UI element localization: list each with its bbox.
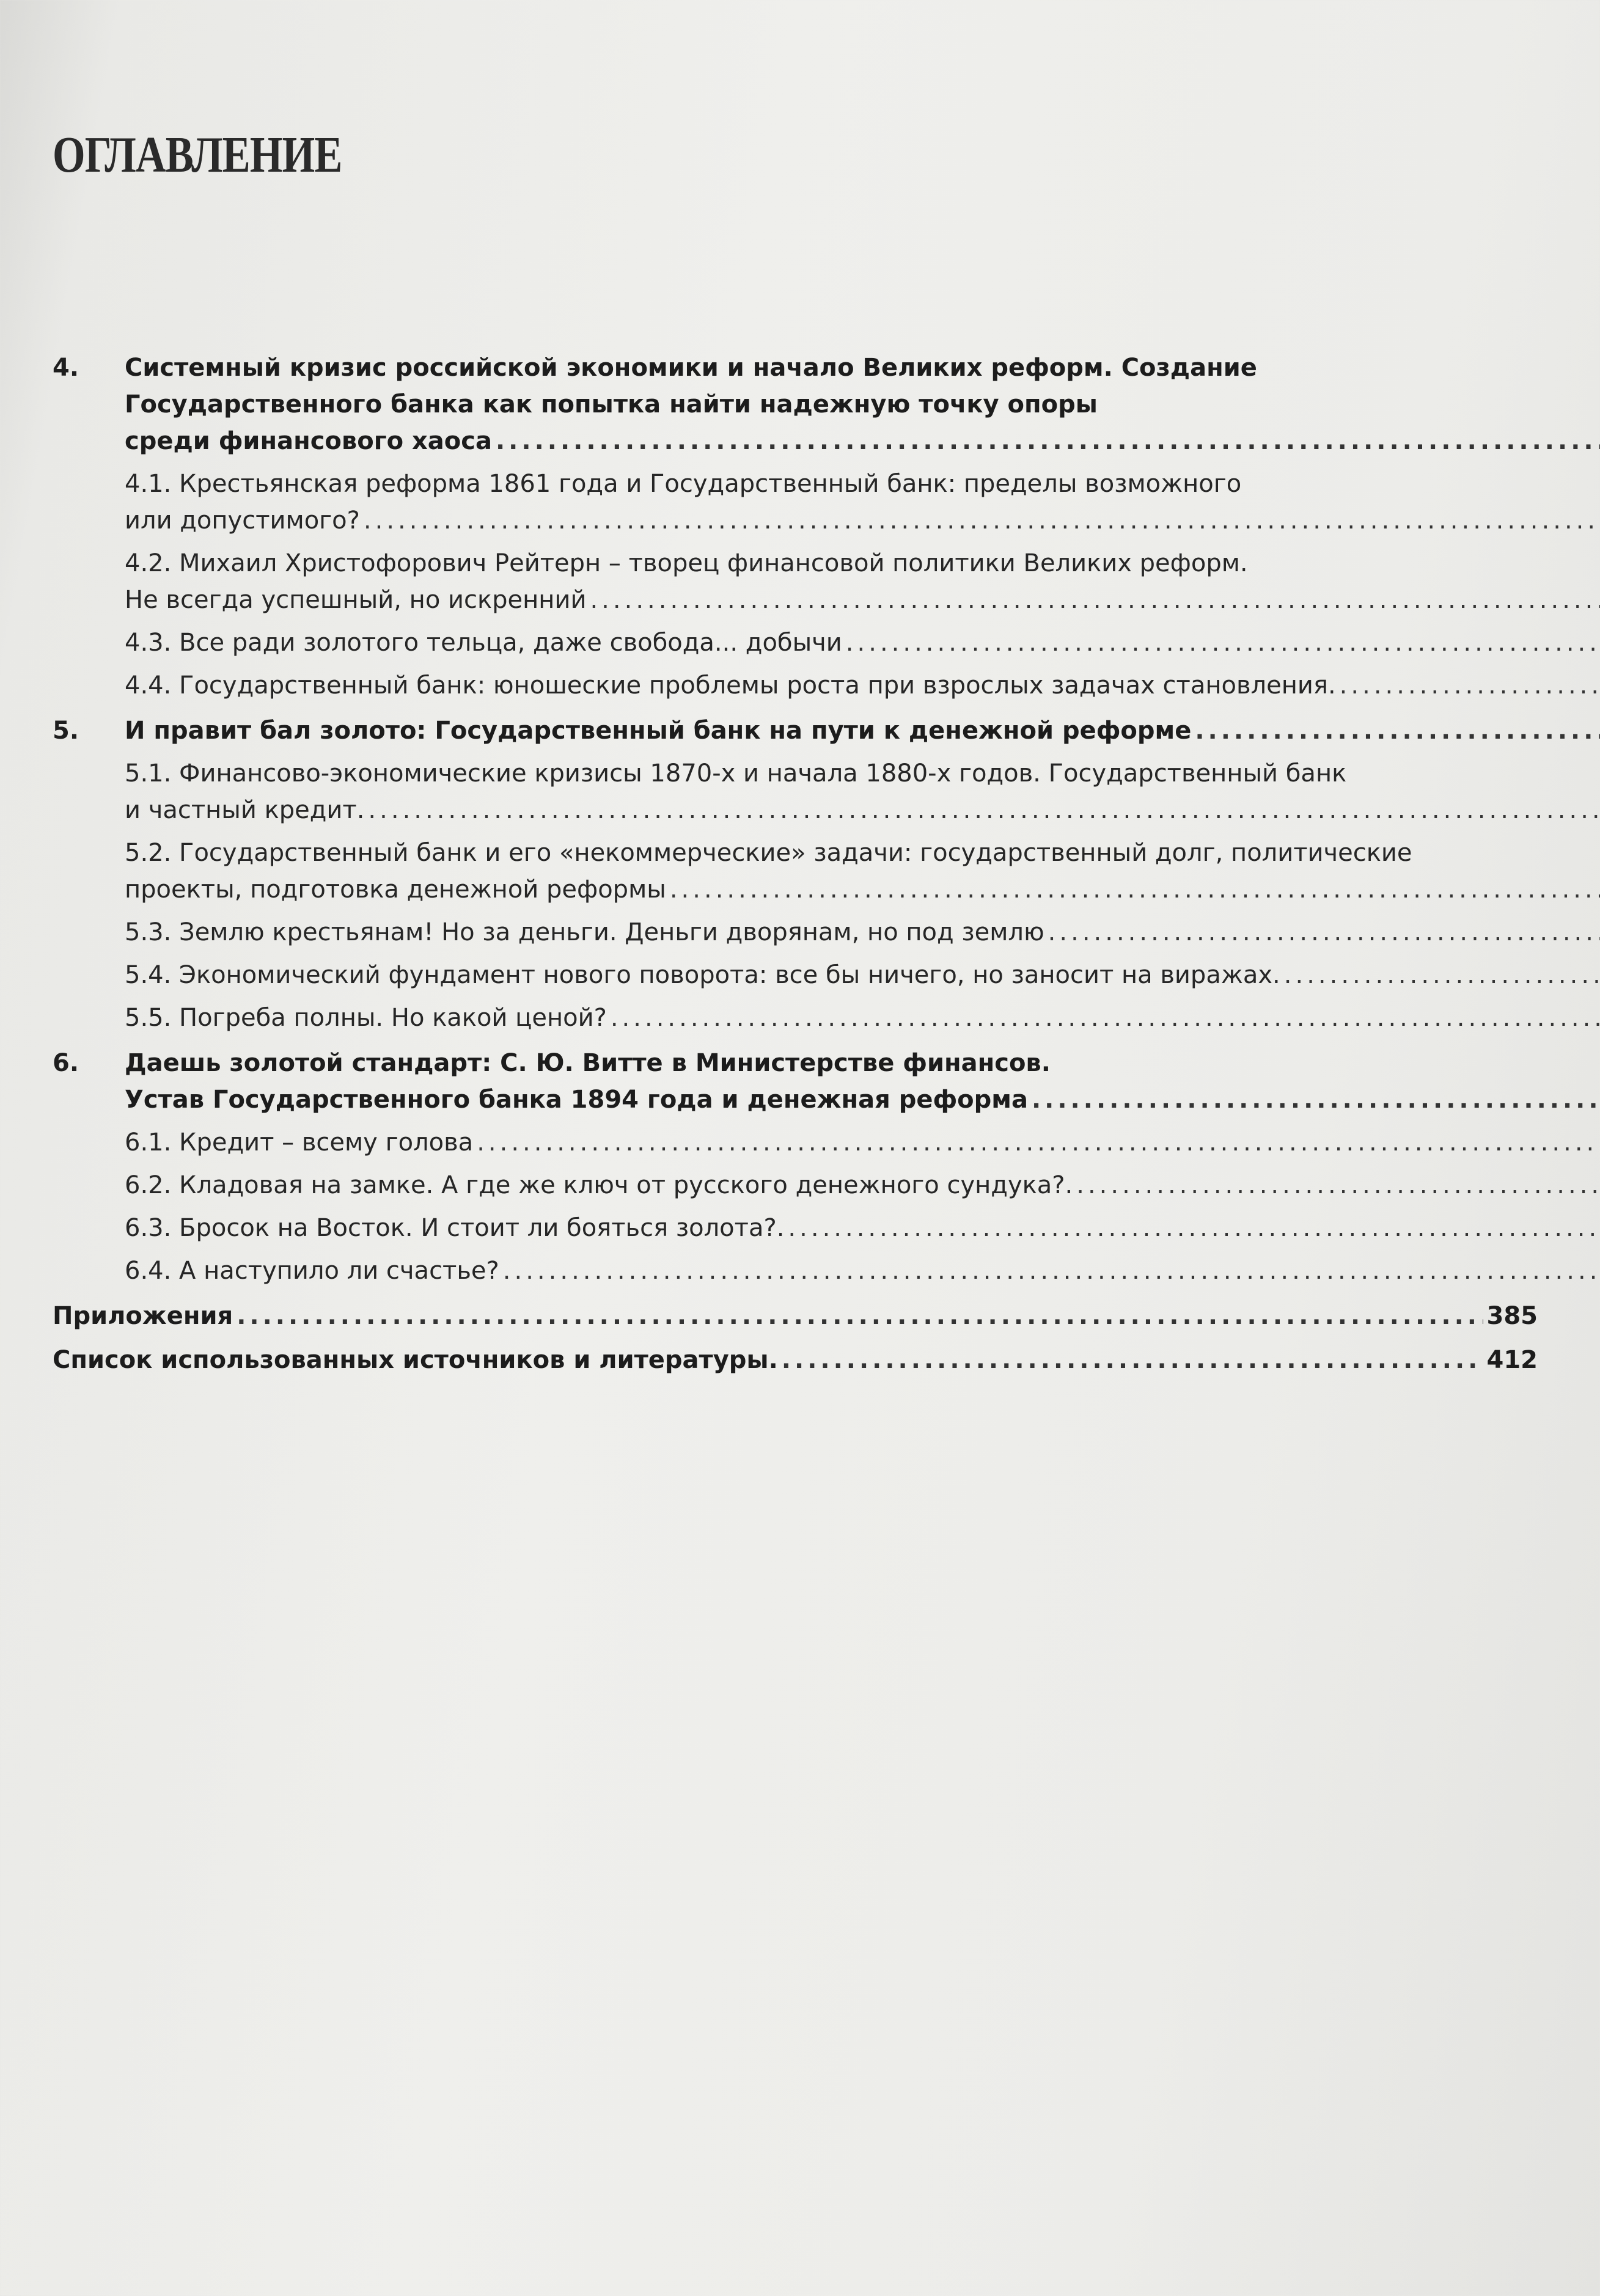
section-title: 5.3. Землю крестьянам! Но за деньги. Деньги дворянам, но под землю xyxy=(125,918,1044,946)
toc-entry[interactable] xyxy=(125,957,1600,993)
dot-leader xyxy=(846,624,1600,661)
dot-leader xyxy=(368,792,1600,828)
toc-entry[interactable] xyxy=(125,1252,1600,1289)
section-title-end: и частный кредит. xyxy=(125,796,365,824)
toc-entry[interactable] xyxy=(125,423,1600,459)
chapter-6 xyxy=(53,1045,1538,1289)
toc-entry[interactable] xyxy=(125,914,1600,951)
chapter-title-line: Даешь золотой стандарт: С. Ю. Витте в Министерстве финансов. xyxy=(125,1049,1051,1077)
section-title-end: или допустимого? xyxy=(125,506,360,535)
section-title-line: 4.1. Крестьянская реформа 1861 года и Государственный банк: пределы возможного xyxy=(125,470,1242,498)
dot-leader xyxy=(1284,957,1600,993)
toc-entry[interactable] xyxy=(125,1000,1600,1036)
dot-leader xyxy=(477,1124,1600,1161)
dot-leader xyxy=(611,1000,1600,1036)
toc-entry-appendix[interactable] xyxy=(53,1298,1538,1334)
section-title-line: 4.2. Михаил Христофорович Рейтерн – творец финансовой политики Великих реформ. xyxy=(125,549,1248,577)
dot-leader xyxy=(496,423,1600,459)
section-title-line: 5.1. Финансово-экономические кризисы 1870-х и начала 1880-х годов. Государственный банк xyxy=(125,759,1347,788)
table-of-contents xyxy=(53,349,1538,1378)
dot-leader xyxy=(1032,1081,1600,1118)
dot-leader xyxy=(364,502,1600,539)
section-title-line: 5.2. Государственный банк и его «некоммерческие» задачи: государственный долг, политические xyxy=(125,839,1412,867)
page-number: 385 xyxy=(1486,1302,1538,1330)
chapter-5 xyxy=(53,712,1538,1036)
section-title: 5.4. Экономический фундамент нового поворота: все бы ничего, но заносит на виражах. xyxy=(125,961,1280,989)
page-title: ОГЛАВЛЕНИЕ xyxy=(53,126,342,183)
section-title-end: Не всегда успешный, но искренний xyxy=(125,586,587,614)
section-title: 6.3. Бросок на Восток. И стоит ли бояться золота?. xyxy=(125,1214,785,1242)
toc-entry[interactable] xyxy=(125,502,1600,539)
dot-leader xyxy=(590,582,1600,618)
dot-leader xyxy=(788,1210,1600,1246)
dot-leader xyxy=(237,1298,1483,1334)
dot-leader xyxy=(1048,914,1600,951)
section-title: 4.4. Государственный банк: юношеские проблемы роста при взрослых задачах становления. xyxy=(125,671,1336,700)
toc-entry[interactable] xyxy=(125,712,1600,749)
dot-leader xyxy=(503,1252,1600,1289)
references-label: Список использованных источников и литературы. xyxy=(53,1346,778,1374)
dot-leader xyxy=(1340,667,1600,704)
toc-entry[interactable] xyxy=(125,792,1600,828)
chapter-title-end: среди финансового хаоса xyxy=(125,427,492,455)
toc-entry[interactable] xyxy=(125,1167,1600,1204)
section-title-end: проекты, подготовка денежной реформы xyxy=(125,876,666,904)
toc-entry[interactable] xyxy=(125,1210,1600,1246)
toc-entry[interactable] xyxy=(125,624,1600,661)
toc-entry[interactable] xyxy=(125,582,1600,618)
dot-leader xyxy=(1076,1167,1600,1204)
toc-entry[interactable] xyxy=(125,871,1600,908)
section-title: 6.1. Кредит – всему голова xyxy=(125,1128,474,1157)
toc-entry[interactable] xyxy=(125,667,1600,704)
section-title: 6.4. А наступило ли счастье? xyxy=(125,1257,499,1285)
toc-entry[interactable] xyxy=(125,1124,1600,1161)
chapter-4 xyxy=(53,349,1538,704)
dot-leader xyxy=(670,871,1600,908)
section-title: 6.2. Кладовая на замке. А где же ключ от русского денежного сундука?. xyxy=(125,1171,1073,1199)
chapter-number: 6. xyxy=(53,1049,79,1077)
appendix-label: Приложения xyxy=(53,1302,233,1330)
section-title: 4.3. Все ради золотого тельца, даже свобода... добычи xyxy=(125,629,842,657)
chapter-title-end: Устав Государственного банка 1894 года и денежная реформа xyxy=(125,1086,1028,1114)
chapter-title: И правит бал золото: Государственный банк на пути к денежной реформе xyxy=(125,717,1192,745)
toc-entry-references[interactable] xyxy=(53,1342,1538,1378)
chapter-number: 5. xyxy=(53,717,79,745)
dot-leader xyxy=(782,1342,1483,1378)
page-number: 412 xyxy=(1486,1346,1538,1374)
toc-entry[interactable] xyxy=(125,1081,1600,1118)
dot-leader xyxy=(1195,712,1600,749)
chapter-title-line: Системный кризис российской экономики и начало Великих реформ. Создание xyxy=(125,354,1257,382)
chapter-number: 4. xyxy=(53,354,79,382)
section-title: 5.5. Погреба полны. Но какой ценой? xyxy=(125,1004,607,1032)
chapter-title-line: Государственного банка как попытка найти надежную точку опоры xyxy=(125,390,1098,419)
